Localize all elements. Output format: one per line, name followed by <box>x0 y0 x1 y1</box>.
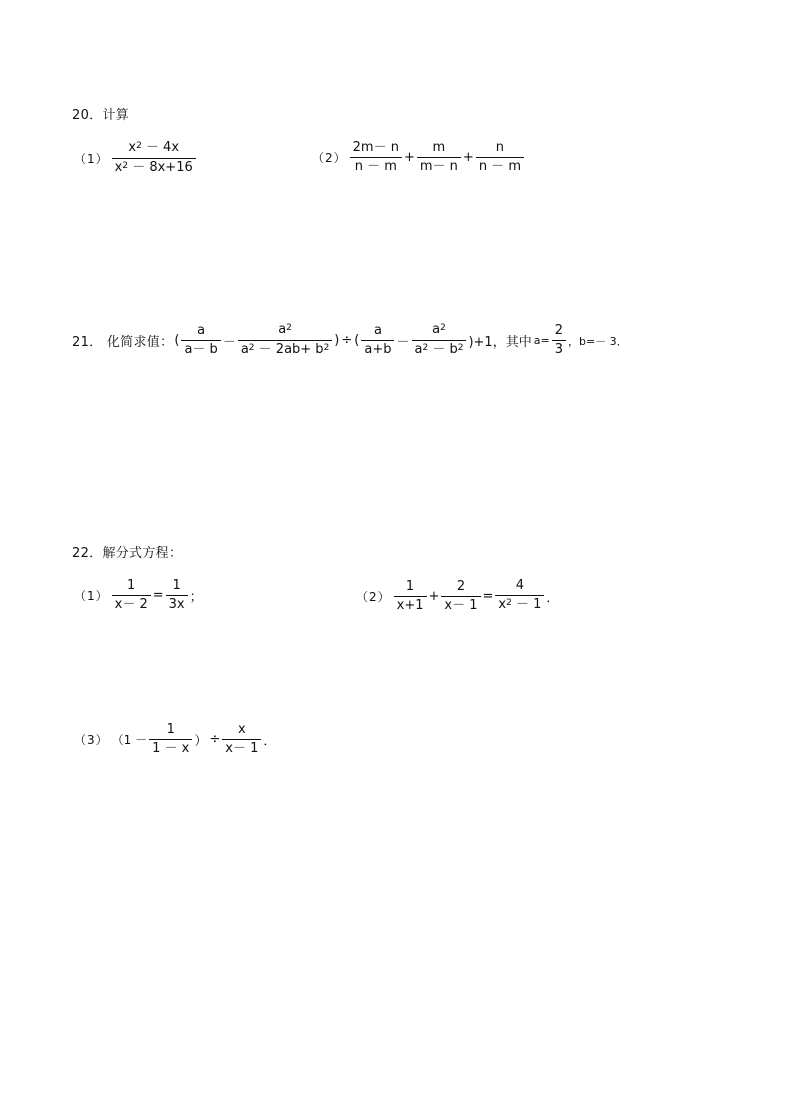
left-paren: ( <box>174 333 180 348</box>
fraction <box>222 722 261 757</box>
fraction <box>112 578 151 613</box>
fraction-numerator: 1 <box>405 578 415 594</box>
fraction <box>350 140 402 175</box>
period: ． <box>263 734 277 749</box>
q20-part2 <box>312 140 525 175</box>
fraction-denominator: x－ 2 <box>112 595 151 613</box>
a-equals: a= <box>533 334 550 347</box>
fraction <box>166 578 188 613</box>
fraction-numerator: n <box>495 140 505 155</box>
right-paren: ) <box>334 333 340 348</box>
open-text: （1 － <box>111 733 148 747</box>
fraction <box>412 322 467 359</box>
division-sign: ÷ <box>209 732 221 747</box>
q22-part3-label: （3） <box>74 733 109 747</box>
fraction-denominator: x+1 <box>394 596 427 614</box>
division-sign: ÷ <box>341 333 353 348</box>
left-paren: ( <box>354 333 360 348</box>
fraction-numerator: 4 <box>515 578 525 593</box>
fraction-numerator: 1 <box>166 722 175 737</box>
fraction-numerator: 2m－ n <box>352 140 399 155</box>
fraction <box>149 722 192 757</box>
fraction-numerator: $a^2$ <box>278 322 292 337</box>
plus-sign: + <box>428 588 440 604</box>
q22-part2-label: （2） <box>356 589 391 604</box>
fraction-numerator: 1 <box>172 578 181 593</box>
minus-sign: － <box>396 335 410 350</box>
fraction-denominator: 3 <box>552 340 566 358</box>
q22-part1-label: （1） <box>74 589 109 603</box>
fraction-denominator: a+b <box>361 340 394 358</box>
equals-sign: = <box>152 588 164 603</box>
q20-part2-label: （2） <box>312 151 347 165</box>
fraction-numerator: $x^2 - 4x$ <box>128 140 180 155</box>
fraction-numerator: 2 <box>456 578 466 594</box>
fraction <box>394 579 427 614</box>
fraction-numerator: a <box>373 323 382 338</box>
plus-sign: + <box>462 150 474 165</box>
fraction-denominator: a－ b <box>181 340 220 358</box>
fraction <box>495 578 544 614</box>
q22-heading: 22．解分式方程： <box>72 546 183 561</box>
fraction-numerator: x <box>237 722 246 737</box>
equals-sign: = <box>482 588 494 604</box>
fraction-denominator: $x^2 - 8x+16$ <box>112 158 196 177</box>
close-paren: ） <box>194 734 208 749</box>
minus-sign: － <box>222 335 236 350</box>
a-value-fraction <box>552 323 566 358</box>
fraction <box>476 140 524 175</box>
q20-heading: 20．计算 <box>72 108 130 123</box>
fraction <box>441 579 480 614</box>
fraction <box>417 140 461 175</box>
fraction-numerator: m <box>432 140 446 155</box>
q22-part1 <box>74 578 204 613</box>
fraction-denominator: 1 － x <box>149 739 192 757</box>
q22-part3 <box>74 722 277 757</box>
fraction-denominator: x－ 1 <box>222 739 261 757</box>
fraction-numerator: $a^2$ <box>432 322 446 337</box>
fraction <box>361 323 394 358</box>
plus-sign: + <box>403 150 415 165</box>
period: ． <box>546 590 560 606</box>
q20-part1-fraction <box>112 140 196 177</box>
fraction-numerator: 2 <box>554 323 563 338</box>
fraction <box>238 322 332 359</box>
q20-part1 <box>74 140 197 177</box>
q20-part1-label: （1） <box>74 152 109 166</box>
fraction-numerator: 1 <box>127 578 136 593</box>
closing-text: )+1，其中 <box>468 335 532 350</box>
fraction-denominator: $x^2 - 1$ <box>495 595 544 614</box>
fraction-denominator: n － m <box>476 157 524 175</box>
fraction-numerator: a <box>197 323 206 338</box>
fraction-denominator: $a^2 - b^2$ <box>412 340 467 359</box>
fraction-denominator: 3x <box>166 595 188 613</box>
q22-part2 <box>356 578 560 614</box>
q21-line <box>72 322 629 359</box>
q21-heading: 21． 化简求值： <box>72 335 174 350</box>
b-value-text: ，b=－ 3． <box>567 334 628 348</box>
fraction-denominator: x－ 1 <box>441 596 480 614</box>
fraction <box>181 323 220 358</box>
fraction-denominator: $a^2 - 2ab+ b^2$ <box>238 340 332 359</box>
semicolon: ； <box>189 590 203 605</box>
fraction-denominator: n － m <box>350 157 402 175</box>
fraction-denominator: m－ n <box>417 157 461 175</box>
